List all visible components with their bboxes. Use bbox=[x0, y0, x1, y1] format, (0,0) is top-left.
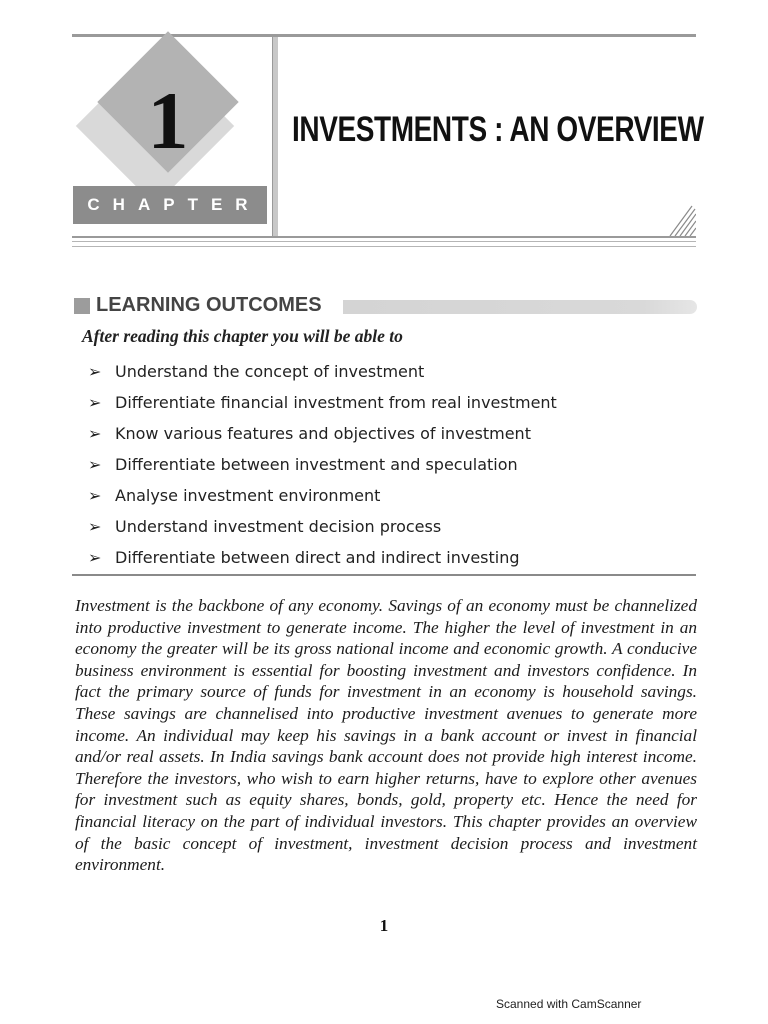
list-item bbox=[88, 387, 557, 418]
section-divider bbox=[72, 574, 696, 576]
chapter-label: CHAPTER bbox=[73, 186, 267, 224]
list-item bbox=[88, 356, 557, 387]
hatch-decoration-icon bbox=[666, 205, 696, 237]
learning-outcomes-square-icon bbox=[74, 298, 90, 314]
header-vertical-divider bbox=[272, 37, 278, 237]
header-bottom-rule-thin bbox=[72, 246, 696, 247]
list-item-text: Differentiate financial investment from real investment bbox=[115, 393, 557, 412]
list-item-text: Differentiate between direct and indirect investing bbox=[115, 548, 520, 567]
learning-outcomes-intro: After reading this chapter you will be able to bbox=[82, 326, 403, 346]
arrow-bullet-icon: ➢ bbox=[88, 393, 102, 412]
header-bottom-rule-thin bbox=[72, 241, 696, 242]
arrow-bullet-icon: ➢ bbox=[88, 424, 102, 443]
learning-outcomes-list bbox=[88, 356, 557, 573]
list-item-text: Understand investment decision process bbox=[115, 517, 442, 536]
list-item bbox=[88, 542, 557, 573]
arrow-bullet-icon: ➢ bbox=[88, 362, 102, 381]
arrow-bullet-icon: ➢ bbox=[88, 548, 102, 567]
learning-outcomes-bar bbox=[343, 300, 697, 314]
list-item bbox=[88, 511, 557, 542]
arrow-bullet-icon: ➢ bbox=[88, 517, 102, 536]
list-item-text: Understand the concept of investment bbox=[115, 362, 425, 381]
page-number: 1 bbox=[379, 916, 389, 935]
learning-outcomes-heading: LEARNING OUTCOMES bbox=[96, 294, 322, 316]
list-item bbox=[88, 418, 557, 449]
list-item bbox=[88, 480, 557, 511]
list-item-text: Differentiate between investment and speculation bbox=[115, 455, 518, 474]
header-bottom-rule bbox=[72, 236, 696, 238]
chapter-title: INVESTMENTS : AN OVERVIEW bbox=[292, 110, 704, 149]
scanner-watermark: Scanned with CamScanner bbox=[496, 997, 642, 1011]
arrow-bullet-icon: ➢ bbox=[88, 455, 102, 474]
list-item bbox=[88, 449, 557, 480]
body-paragraph: Investment is the backbone of any economy. Savings of an economy must be channelized into productive investment to generate income. The higher the level of investment in an economy the greater will be its gross national income and economic growth. A conducive business environment is essential for boosting investment and investors confidence. In fact the primary source of funds for investment in an economy is household savings. These savings are channelised into productive investment avenues to generate more income. An individual may keep his savings in a bank account or invest in financial and/or real assets. In India savings bank account does not provide high interest income. Therefore the investors, who wish to earn higher returns, have to explore other avenues for investment such as equity shares, bonds, gold, property etc. Hence the need for financial literacy on the part of individual investors. This chapter provides an overview of the basic concept of investment, investment decision process and investment environment. bbox=[75, 596, 697, 875]
list-item-text: Analyse investment environment bbox=[115, 486, 381, 505]
list-item-text: Know various features and objectives of investment bbox=[115, 424, 531, 443]
chapter-number: 1 bbox=[147, 75, 189, 166]
arrow-bullet-icon: ➢ bbox=[88, 486, 102, 505]
